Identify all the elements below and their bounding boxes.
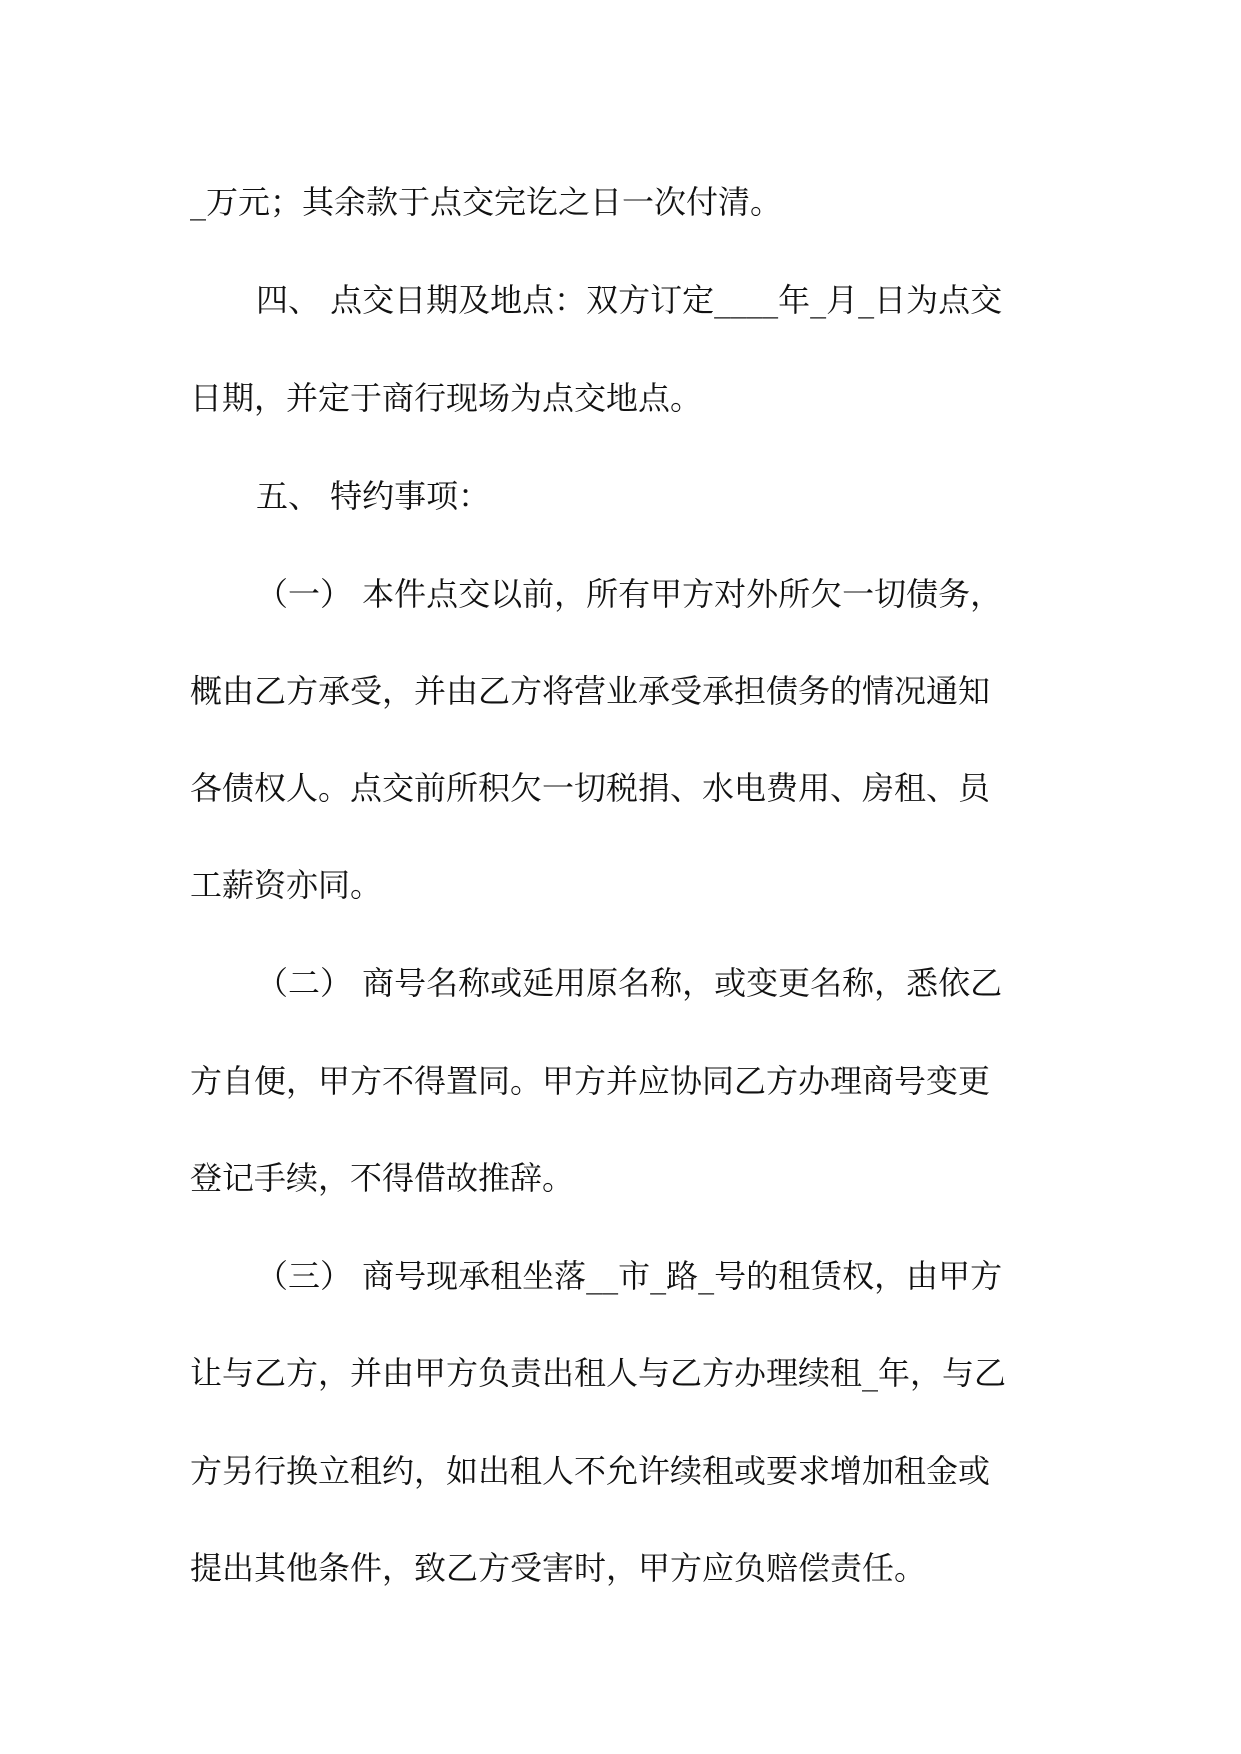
text-line: 让与乙方，并由甲方负责出租人与乙方办理续租_年，与乙 <box>190 1354 1007 1392</box>
clause-one: （一） 本件点交以前，所有甲方对外所欠一切债务， <box>256 575 1003 613</box>
text-line: 登记手续，不得借故推辞。 <box>190 1159 575 1197</box>
section-heading-five: 五、 特约事项： <box>256 477 491 515</box>
text-line: 方另行换立租约，如出租人不允许续租或要求增加租金或 <box>190 1452 991 1490</box>
text-line: _万元；其余款于点交完讫之日一次付清。 <box>190 183 783 221</box>
text-line: 工薪资亦同。 <box>190 866 383 904</box>
text-line: 方自便，甲方不得置同。甲方并应协同乙方办理商号变更 <box>190 1062 991 1100</box>
text-line: 提出其他条件，致乙方受害时，甲方应负赔偿责任。 <box>190 1549 927 1587</box>
text-line: 各债权人。点交前所积欠一切税捐、水电费用、房租、员 <box>190 769 991 807</box>
section-heading-four: 四、 点交日期及地点：双方订定____年_月_日为点交 <box>256 281 1003 319</box>
text-line: 概由乙方承受，并由乙方将营业承受承担债务的情况通知 <box>190 672 991 710</box>
clause-two: （二） 商号名称或延用原名称，或变更名称，悉依乙 <box>256 964 1003 1002</box>
text-line: 日期，并定于商行现场为点交地点。 <box>190 379 703 417</box>
clause-three: （三） 商号现承租坐落__市_路_号的租赁权，由甲方 <box>256 1257 1003 1295</box>
